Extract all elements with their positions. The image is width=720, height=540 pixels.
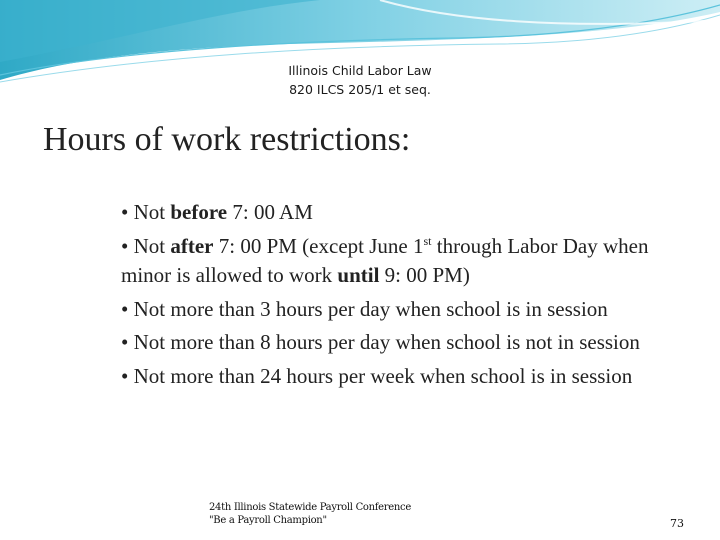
law-header [0,61,720,99]
conference-footer [209,501,411,527]
page-number: 73 [670,517,684,530]
restrictions-list [121,198,661,395]
slide-title: Hours of work restrictions: [43,121,411,158]
bullet-not-after: • Not after 7: 00 PM (except June 1st through Labor Day when minor is allowed to work until 9: 00 PM) [121,233,649,287]
bullet-not-before: • Not before 7: 00 AM [121,200,313,224]
header-law-name: Illinois Child Labor Law [288,63,432,78]
footer-conference-name: 24th Illinois Statewide Payroll Conference [209,502,411,513]
bullet-twenty-four-hours: • Not more than 24 hours per week when school is in session [121,363,633,388]
header-law-citation: 820 ILCS 205/1 et seq. [289,82,431,97]
footer-tagline: "Be a Payroll Champion" [209,515,327,526]
bullet-eight-hours: • Not more than 8 hours per day when school is not in session [121,330,640,354]
bullet-three-hours: • Not more than 3 hours per day when school is in session [121,296,608,321]
